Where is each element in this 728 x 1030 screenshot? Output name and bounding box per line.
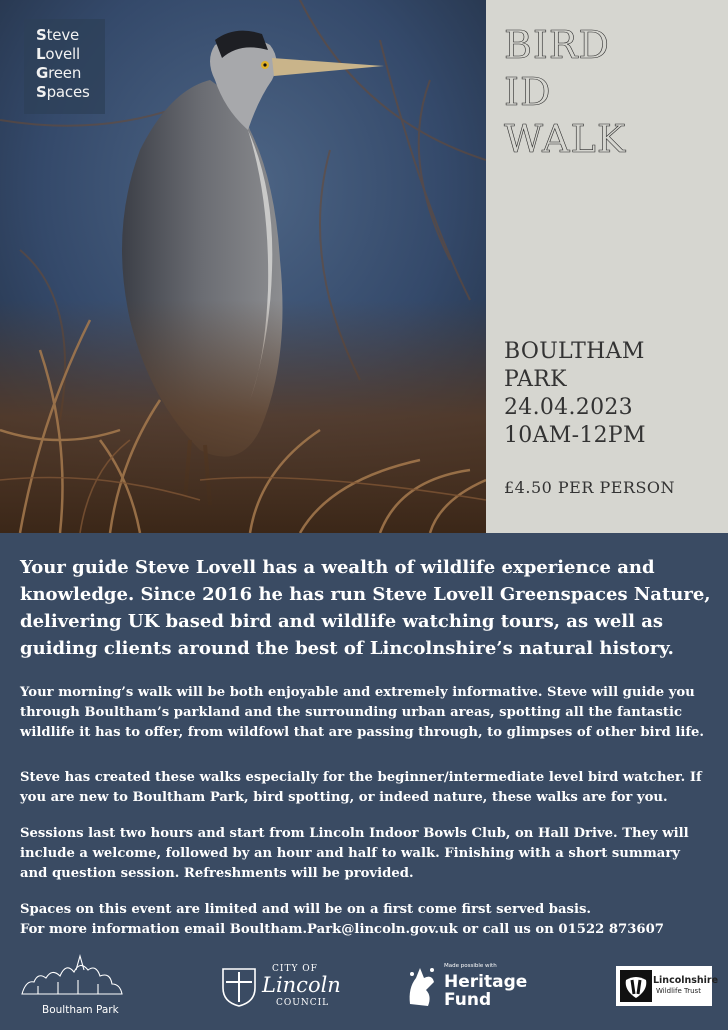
lincoln-bottom-text: COUNCIL	[276, 998, 330, 1008]
steve-lovell-greenspaces-logo	[24, 19, 105, 114]
lincoln-top-text: CITY OF	[272, 964, 318, 974]
lincolnshire-wildlife-trust-logo	[616, 966, 719, 1006]
boultham-park-caption: Boultham Park	[42, 1004, 119, 1016]
event-location: PARK	[504, 367, 567, 392]
logo-word-rest: paces	[46, 83, 90, 101]
event-location: BOULTHAM	[504, 339, 645, 364]
guide-intro: Your guide Steve Lovell has a wealth of wildlife experience and knowledge. Since 2016 he has run Steve Lovell Greenspaces Nature, delivering UK based bird and wildlife watching tours, as well as guiding clients around the best of Lincolnshire’s natural history.	[20, 557, 711, 659]
logo-word-rest: ovell	[45, 45, 80, 63]
logo-initial: L	[36, 45, 46, 63]
fund-text: Fund	[444, 990, 492, 1010]
heritage-small-text: Made possible with	[444, 963, 497, 969]
lwt-subtitle-text: Wildlife Trust	[656, 987, 701, 995]
title-line: WALK	[504, 117, 627, 161]
lwt-name-text: Lincolnshire	[653, 975, 719, 986]
boultham-park-logo	[18, 952, 128, 1022]
audience-description: Steve has created these walks especially for the beginner/intermediate level bird watcher. If you are new to Boultham Park, bird spotting, or indeed nature, these walks are for you.	[20, 770, 702, 805]
heritage-text: Heritage	[444, 972, 528, 992]
title-line: BIRD	[504, 23, 611, 67]
spaces-note: Spaces on this event are limited and will be on a first come first served basis.	[20, 902, 591, 917]
sponsor-logos	[0, 950, 728, 1030]
badger-icon	[620, 970, 652, 1002]
event-details	[504, 338, 646, 450]
logo-initial: S	[36, 26, 47, 44]
session-description: Sessions last two hours and start from Lincoln Indoor Bowls Club, on Hall Drive. They will include a welcome, followed by an hour and half to walk. Finishing with a short summary and question session. Refreshments will be provided.	[20, 826, 689, 881]
city-of-lincoln-council-logo	[220, 964, 350, 1014]
crossed-fingers-icon	[404, 964, 440, 1010]
heron-photo	[0, 0, 486, 533]
crest-icon	[220, 966, 258, 1008]
event-title	[504, 22, 626, 163]
title-panel	[486, 0, 728, 533]
contact-info	[20, 900, 710, 940]
event-time: 10AM-12PM	[504, 423, 646, 448]
logo-initial: S	[36, 83, 47, 101]
logo-word-rest: reen	[48, 64, 82, 82]
contact-line: For more information email Boultham.Park@lincoln.gov.uk or call us on 01522 873607	[20, 922, 664, 937]
trees-icon	[18, 952, 128, 1002]
title-line: ID	[504, 70, 552, 114]
lincoln-main-text: Lincoln	[262, 973, 341, 997]
heritage-fund-logo	[404, 960, 544, 1016]
logo-initial: G	[36, 64, 49, 82]
logo-word-rest: teve	[46, 26, 80, 44]
walk-description: Your morning’s walk will be both enjoyable and extremely informative. Steve will guide you through Boultham’s parkland and the surrounding urban areas, spotting all the fantastic wildlife it has to offer, from wildfowl that are passing through, to glimpses of other bird life.	[20, 685, 705, 740]
event-date: 24.04.2023	[504, 395, 633, 420]
event-price: £4.50 PER PERSON	[504, 478, 676, 497]
